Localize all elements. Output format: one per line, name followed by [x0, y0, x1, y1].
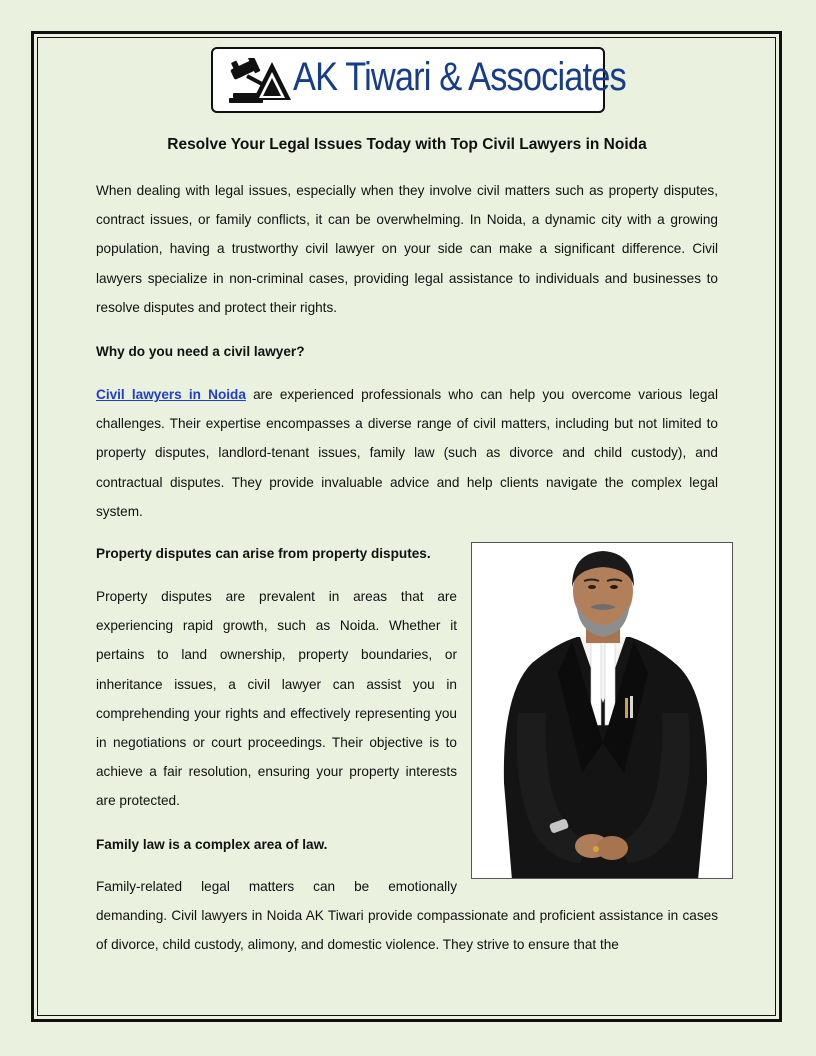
firm-logo — [211, 47, 626, 113]
section-heading-why: Why do you need a civil lawyer? — [96, 344, 305, 359]
page-title: Resolve Your Legal Issues Today with Top Civil Lawyers in Noida — [167, 136, 647, 153]
why-paragraph-text: are experienced professionals who can help you overcome various legal challenges. Their expertise encompasses a diverse range of civil matters, including but not limited to property disputes, landlord-tenant issues, family law (such as divorce and child custody), and contractual disputes. They provide invaluable advice and help clients navigate the complex legal system. — [96, 387, 718, 519]
why-paragraph — [96, 380, 718, 526]
gavel-icon — [227, 58, 297, 104]
lawyer-portrait-illustration — [472, 543, 733, 879]
intro-paragraph: When dealing with legal issues, especially when they involve civil matters such as property disputes, contract issues, or family conflicts, it can be overwhelming. In Noida, a dynamic city with a growing population, having a trustworthy civil lawyer on your side can make a significant difference. Civil lawyers specialize in non-criminal cases, providing legal assistance to individuals and businesses to resolve disputes and protect their rights. — [96, 183, 718, 315]
lawyer-portrait-photo — [471, 542, 733, 879]
logo-text: AK Tiwari & Associates — [293, 55, 626, 99]
section-heading-property: Property disputes can arise from property disputes. — [96, 546, 431, 561]
family-paragraph-rest: demanding. Civil lawyers in Noida AK Tiwari provide compassionate and proficient assistance in cases of divorce, child custody, alimony, and domestic violence. They strive to ensure that the — [96, 908, 718, 953]
civil-lawyers-noida-link[interactable]: Civil lawyers in Noida — [96, 387, 246, 402]
property-paragraph: Property disputes are prevalent in areas that are experiencing rapid growth, such as Noida. Whether it pertains to land ownership, property boundaries, or inheritance issues, a civil lawyer can assist you in comprehending your rights and effectively representing you in negotiations or court proceedings. Their objective is to achieve a fair resolution, ensuring your property interests are protected. — [96, 589, 457, 809]
section-heading-family: Family law is a complex area of law. — [96, 837, 328, 852]
family-paragraph-line1: Family-related legal matters can be emotionally — [96, 879, 457, 894]
